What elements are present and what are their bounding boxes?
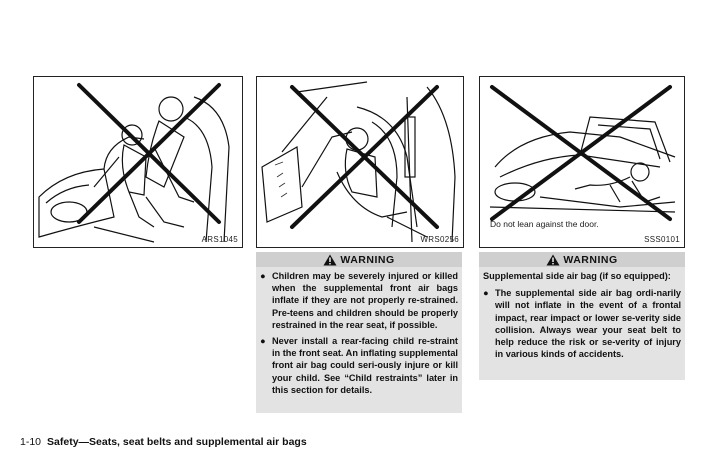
section-title: Safety—Seats, seat belts and supplemental air bags xyxy=(47,436,307,448)
warning-heading: WARNING xyxy=(563,253,618,266)
figure-code: WRS0256 xyxy=(420,235,459,244)
illustration-rear-facing-child-seat xyxy=(257,77,463,247)
illustration-child-in-front-seat xyxy=(34,77,242,247)
page-footer xyxy=(20,436,307,448)
warning-body-side-airbag xyxy=(479,267,685,380)
bullet: ● xyxy=(260,336,266,347)
figure-code: SSS0101 xyxy=(644,235,680,244)
figure-caption: Do not lean against the door. xyxy=(490,219,599,229)
page-number: 1-10 xyxy=(20,436,42,448)
figure-sss0101 xyxy=(479,76,685,248)
warning-item xyxy=(260,270,458,331)
figure-wrs0256 xyxy=(256,76,464,248)
figure-code: ARS1045 xyxy=(201,235,238,244)
warning-item-text: The supplemental side air bag ordi-narily will not inflate in the event of a frontal impact, rear impact or lower se-verity side collision. Always wear your seat belt to help reduce the risk or se-verity of injury in various kinds of accidents. xyxy=(495,288,681,360)
warning-item-text: Children may be severely injured or killed when the supplemental front air bags inflate if they are not properly re-strained. Pre-teens and children should be properly restrained in the rear seat, if possible. xyxy=(272,271,458,330)
warning-item xyxy=(260,335,458,396)
bullet: ● xyxy=(260,271,266,281)
figure-ars1045 xyxy=(33,76,243,248)
warning-item xyxy=(483,287,681,360)
warning-intro: Supplemental side air bag (if so equipped): xyxy=(483,271,671,281)
warning-header-front-airbag xyxy=(256,252,462,267)
warning-item-text: Never install a rear-facing child re-straint in the front seat. An inflating supplemental front air bag could seri-ously injure or kill your child. See “Child restraints” later in this section for details. xyxy=(272,336,458,395)
warning-triangle-icon xyxy=(546,254,560,266)
warning-body-front-airbag xyxy=(256,267,462,413)
warning-heading: WARNING xyxy=(340,253,395,266)
warning-triangle-icon xyxy=(323,254,337,266)
warning-header-side-airbag xyxy=(479,252,685,267)
bullet: ● xyxy=(483,288,489,299)
